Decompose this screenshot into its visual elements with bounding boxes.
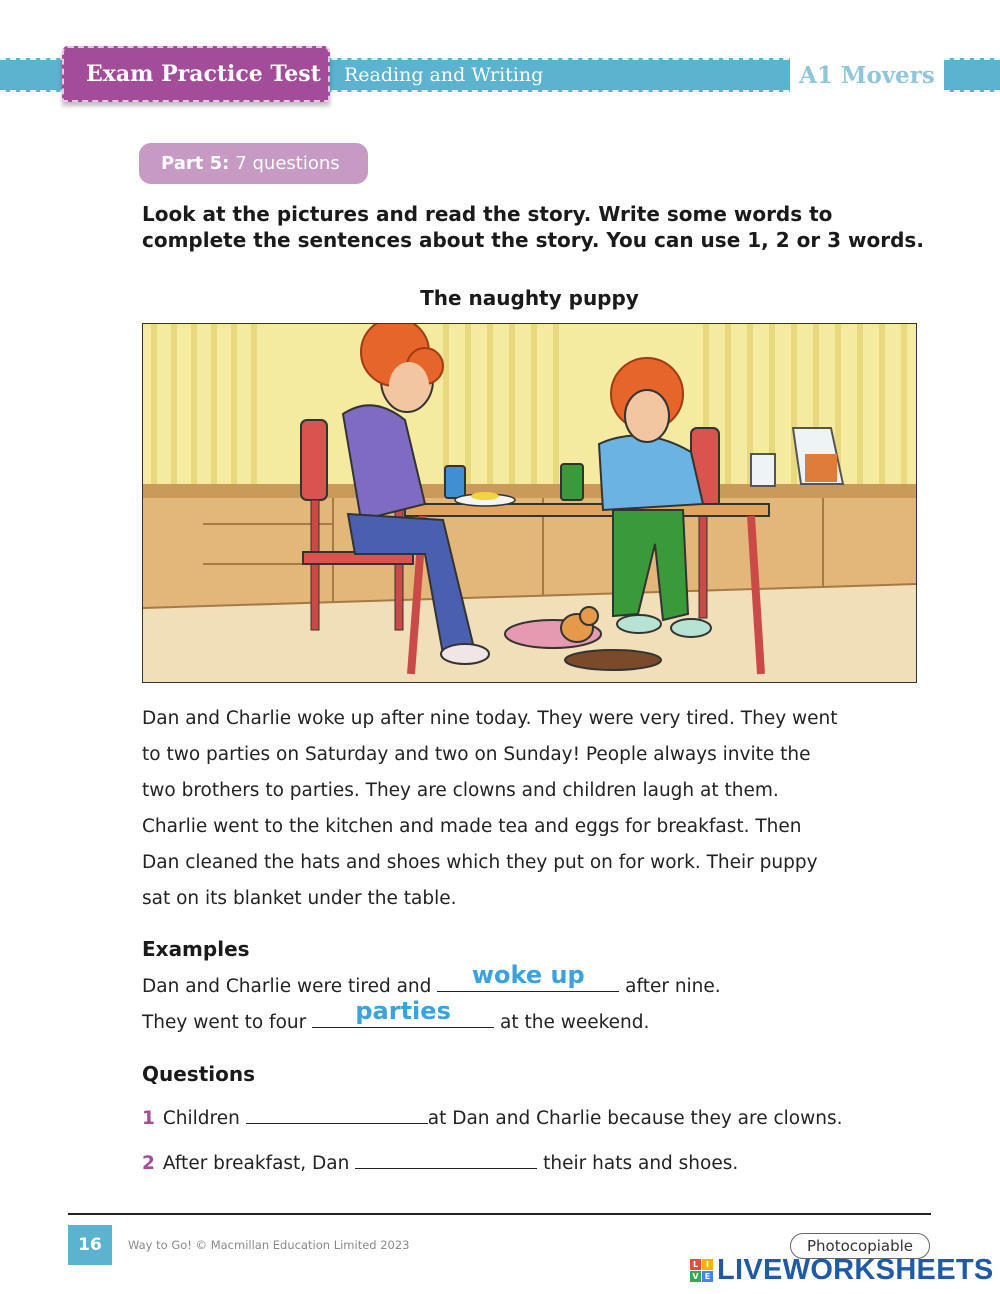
example-answer: woke up — [471, 961, 585, 989]
story-illustration — [142, 323, 917, 683]
example-text-before: They went to four — [142, 1012, 307, 1033]
story-line: Charlie went to the kitchen and made tea and eggs for breakfast. Then — [142, 816, 802, 837]
liveworksheets-icon: L I V E — [690, 1259, 713, 1282]
question-text-before: Children — [162, 1108, 240, 1129]
exam-practice-tab — [62, 46, 330, 102]
footer-divider — [68, 1213, 931, 1215]
examples-heading: Examples — [142, 937, 250, 961]
story-line: Dan and Charlie woke up after nine today. They were very tired. They went — [142, 708, 838, 729]
part-label: Part 5: — [161, 153, 230, 174]
story-line: two brothers to parties. They are clowns and children laugh at them. — [142, 780, 779, 801]
liveworksheets-logo[interactable] — [690, 1255, 994, 1285]
example-text-after: after nine. — [625, 976, 721, 997]
example-answer-blank — [437, 961, 619, 992]
part-detail: 7 questions — [235, 153, 340, 174]
question-answer-input[interactable] — [355, 1148, 537, 1169]
question-number: 2 — [142, 1153, 155, 1174]
story-line: Dan cleaned the hats and shoes which they put on for work. Their puppy — [142, 852, 818, 873]
story-line: sat on its blanket under the table. — [142, 888, 457, 909]
photocopiable-badge: Photocopiable — [790, 1233, 930, 1259]
question-text-after: at Dan and Charlie because they are clowns. — [427, 1108, 843, 1129]
liveworksheets-wordmark: LIVEWORKSHEETS — [717, 1254, 994, 1286]
story-line: to two parties on Saturday and two on Sunday! People always invite the — [142, 744, 811, 765]
example-text-before: Dan and Charlie were tired and — [142, 976, 432, 997]
copyright: Way to Go! © Macmillan Education Limited 2023 — [128, 1238, 410, 1252]
question-number: 1 — [142, 1108, 155, 1129]
instructions: Look at the pictures and read the story. Write some words to complete the sentences about the story. You can use 1, 2 or 3 words. — [142, 202, 924, 252]
page-number: 16 — [68, 1225, 112, 1265]
exam-tab-label: Exam Practice Test — [86, 61, 321, 87]
section-title: Reading and Writing — [344, 64, 544, 86]
question-item — [142, 1103, 842, 1134]
story-text — [142, 701, 932, 917]
questions-heading: Questions — [142, 1062, 256, 1086]
level-label: A1 Movers — [790, 56, 944, 94]
question-text-before: After breakfast, Dan — [162, 1153, 350, 1174]
question-item — [142, 1148, 738, 1179]
question-answer-input[interactable] — [246, 1103, 428, 1124]
part-badge — [139, 143, 368, 184]
story-title: The naughty puppy — [420, 286, 639, 310]
example-text-after: at the weekend. — [500, 1012, 650, 1033]
example-answer-blank — [312, 997, 494, 1028]
example-answer: parties — [355, 997, 451, 1025]
example-sentence — [142, 997, 650, 1038]
question-text-after: their hats and shoes. — [543, 1153, 739, 1174]
